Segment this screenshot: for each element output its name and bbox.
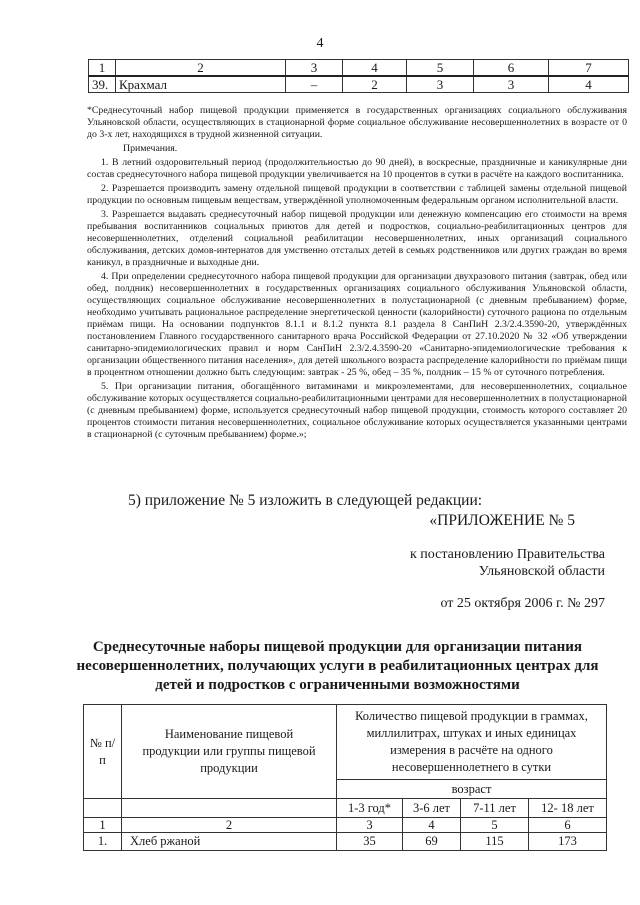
- age-group-2: 3-6 лет: [403, 799, 461, 818]
- footnotes: [87, 105, 627, 441]
- table-cell: 2: [116, 60, 286, 77]
- table-cell: 3: [337, 818, 403, 833]
- table-cell: 2: [122, 818, 337, 833]
- age-groups-row: [84, 799, 607, 818]
- table-cell: 4: [403, 818, 461, 833]
- age-group-1: 1-3 год*: [337, 799, 403, 818]
- food-set-table: [83, 704, 607, 851]
- row-number: 1.: [84, 833, 122, 851]
- table-cell: 5: [461, 818, 529, 833]
- footnote-intro: *Среднесуточный набор пищевой продукции применяется в государственных организациях социального обслуживания Ульяновской области, осуществляющих в стационарной форме социальное обслуживание несовершеннолетних в возрасте от 0 до 3-х лет, находящихся в трудной жизненной ситуации.: [87, 105, 627, 140]
- table-cell: 6: [474, 60, 549, 77]
- note-1: 1. В летний оздоровительный период (продолжительностью до 90 дней), в воскресные, праздничные и каникулярные дни состав среднесуточного набора пищевой продукции увеличивается на 10 процентов в сутки в расчёте на каждого воспитанника.: [87, 157, 627, 180]
- note-5: 5. При организации питания, обогащённого витаминами и микроэлементами, для несовершеннолетних, социальное обслуживание которых осуществляется социально-реабилитационными центрами для несовершеннолетних в полустационарной (с дневным пребыванием) форме, используется среднесуточный набор пищевой продукции, стоимость которого составляет 20 процентов стоимости питания несовершеннолетних, социальное обслуживание которых осуществляется указанными центрами в стационарной (с суточным пребыванием) форме.»;: [87, 381, 627, 440]
- table-cell: 4: [549, 76, 629, 93]
- table-header-row: [84, 705, 607, 780]
- table-cell: 1: [89, 60, 116, 77]
- table-cell: 173: [529, 833, 607, 851]
- table-header-index-row: [89, 60, 629, 77]
- column-header-name: Наименование пищевой продукции или группы пищевой продукции: [122, 705, 337, 799]
- note-4: 4. При определении среднесуточного набора пищевой продукции для организации двухразового питания (завтрак, обед или обед, полдник) несовершеннолетних в государственных организациях социального обслуживания Ульяновской области, осуществляющих социальное обслуживание несовершеннолетних в полустационарной (с дневным пребыванием) форме, необходимо учитывать рациональное распределение энергетической ценности (калорийности) суточного рациона по отдельным приёмам пищи. На основании подпунктов 8.1.1 и 8.1.2 пункта 8.1 раздела 8 СанПиН 2.3/2.4.3590-20, утверждённых постановлением Главного государственного санитарного врача Российской Федерации от 27.10.2020 № 32 «Об утверждении санитарно-эпидемиологических правил и норм СанПиН 2.3/2.4.3590-20 «Санитарно-эпидемиологические требования к организации общественного питания населения», для детей школьного возраста распределение калорийности по приёмам пищи в процентном отношении должно быть следующим: завтрак - 25 %, обед – 35 %, полдник – 15 % от суточного потребления.: [87, 271, 627, 378]
- table-cell: 4: [343, 60, 407, 77]
- document-title: Среднесуточные наборы пищевой продукции для организации питания несовершеннолетних, получающих услуги в реабилитационных центрах для детей и подростков с ограниченными возможностями: [76, 639, 599, 693]
- row-number: 39.: [89, 76, 116, 93]
- clause-5: 5) приложение № 5 изложить в следующей редакции:: [128, 492, 483, 509]
- age-group-4: 12- 18 лет: [529, 799, 607, 818]
- table-cell: 1: [84, 818, 122, 833]
- column-header-number: № п/п: [84, 705, 122, 799]
- note-3: 3. Разрешается выдавать среднесуточный набор пищевой продукции или денежную компенсацию его стоимости на время пребывания воспитанников социальных приютов для детей и подростков, социально-реабилитационных центров для несовершеннолетних, отделений социальной реабилитации несовершеннолетних, иных организаций социального обслуживания, детских домов-интернатов для умственно отсталых детей в семьях родственников или других граждан во время каникул, в праздничные и выходные дни.: [87, 209, 627, 268]
- table-cell: [84, 799, 122, 818]
- page-number: 4: [316, 36, 324, 51]
- resolution-line-1: к постановлению Правительства: [409, 547, 605, 562]
- table-row: [89, 76, 629, 93]
- column-index-row: [84, 818, 607, 833]
- table-cell: 115: [461, 833, 529, 851]
- column-header-quantity: Количество пищевой продукции в граммах, миллилитрах, штуках и иных единицах измерения в расчёте на одного несовершеннолетнего в сутки: [337, 705, 607, 780]
- table-cell: 35: [337, 833, 403, 851]
- continued-table: [88, 59, 629, 93]
- table-cell: 6: [529, 818, 607, 833]
- resolution-reference: [0, 546, 605, 580]
- table-cell: [122, 799, 337, 818]
- notes-heading: Примечания.: [123, 143, 178, 154]
- age-group-3: 7-11 лет: [461, 799, 529, 818]
- table-cell: 5: [407, 60, 474, 77]
- table-cell: 69: [403, 833, 461, 851]
- note-2: 2. Разрешается производить замену отдельной пищевой продукции в соответствии с таблицей замены отдельной пищевой продукции по основным пищевым веществам, утверждённой уполномоченным федеральным органом исполнительной власти.: [87, 183, 627, 206]
- table-row: [84, 833, 607, 851]
- table-cell: –: [286, 76, 343, 93]
- table-cell: 3: [407, 76, 474, 93]
- age-label: возраст: [337, 780, 607, 799]
- table-cell: 3: [474, 76, 549, 93]
- resolution-date: от 25 октября 2006 г. № 297: [440, 596, 605, 611]
- table-cell: 7: [549, 60, 629, 77]
- product-name: Крахмал: [116, 76, 286, 93]
- table-cell: 3: [286, 60, 343, 77]
- product-name: Хлеб ржаной: [122, 833, 337, 851]
- table-cell: 2: [343, 76, 407, 93]
- appendix-label: «ПРИЛОЖЕНИЕ № 5: [429, 512, 575, 529]
- resolution-line-2: Ульяновской области: [478, 564, 605, 579]
